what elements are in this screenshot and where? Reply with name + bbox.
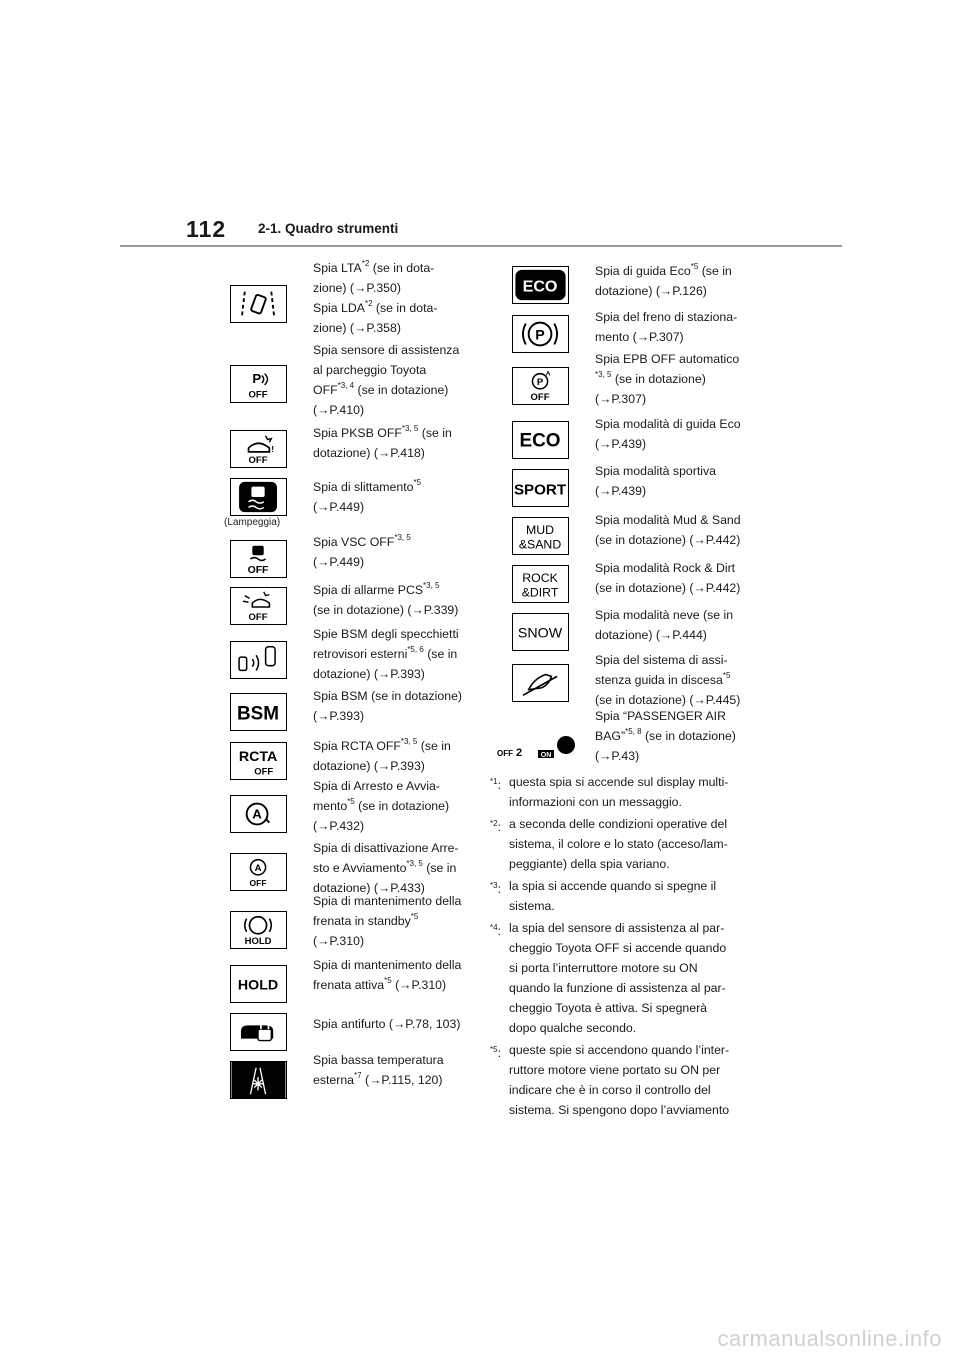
stop-start-icon: [230, 795, 287, 833]
svg-text:P: P: [535, 327, 545, 344]
text-run: Spia BSM (se in dotazione): [313, 689, 463, 703]
footnote-ref: *5: [347, 796, 355, 806]
svg-text:OFF: OFF: [248, 389, 268, 401]
indicator-description: [313, 776, 449, 836]
text-run: Spia del sistema di assi-: [595, 653, 728, 667]
footnote-line: quando la funzione di assistenza al par-: [509, 981, 726, 995]
eco-mode-icon: [512, 421, 569, 459]
svg-text:P: P: [536, 377, 544, 389]
description-line: [313, 955, 461, 975]
description-line: [595, 605, 733, 625]
description-line: [313, 838, 459, 858]
text-run: (se in: [417, 739, 451, 753]
text-run: (→P.449): [313, 555, 365, 569]
footnote-item: [490, 814, 760, 874]
description-line: [595, 510, 741, 530]
footnote-line: dopo qualche secondo.: [509, 1021, 637, 1035]
svg-text:&DIRT: &DIRT: [521, 585, 559, 600]
text-run: Spia di allarme PCS: [313, 583, 424, 597]
footnote-text: [509, 814, 760, 874]
footnote-line: questa spia si accende sul display multi-: [509, 775, 729, 789]
svg-text:&SAND: &SAND: [518, 537, 562, 552]
svg-text:A: A: [254, 863, 262, 875]
description-line: [313, 756, 451, 776]
footnote-line: queste spie si accendono quando l’inter-: [509, 1043, 730, 1057]
text-run: (→P.432): [313, 819, 365, 833]
text-run: Spia modalità Rock & Dirt: [595, 561, 736, 575]
footnote-item: [490, 876, 760, 916]
text-run: esterna: [313, 1073, 355, 1087]
text-run: Spia LTA: [313, 261, 362, 275]
footnote-text: [509, 772, 760, 812]
pksb-off-icon: [230, 430, 287, 468]
description-line: [595, 389, 739, 409]
footnote-marker: $^{*3}$:: [490, 881, 501, 897]
snow-mode-icon: [512, 613, 569, 651]
svg-text:ROCK: ROCK: [522, 571, 558, 586]
text-run: frenata in standby: [313, 914, 411, 928]
text-run: (se in dotazione): [354, 383, 449, 397]
svg-text:A: A: [252, 806, 262, 822]
svg-text:ECO: ECO: [522, 277, 558, 296]
indicator-description: [313, 1050, 444, 1090]
description-line: [595, 261, 732, 281]
epb-off-icon: [512, 367, 569, 405]
svg-text:OFF: OFF: [497, 749, 513, 758]
description-line: [595, 461, 716, 481]
footnote-ref: *3, 5: [394, 532, 411, 542]
footnote-line: la spia del sensore di assistenza al par-: [509, 921, 725, 935]
text-run: frenata attiva: [313, 978, 385, 992]
svg-text:BSM: BSM: [236, 703, 280, 725]
rock-dirt-icon: [512, 565, 569, 603]
text-run: (se in: [423, 647, 458, 661]
indicator-description: [313, 736, 451, 776]
text-run: (→P.307): [595, 392, 647, 406]
description-line: [313, 360, 459, 380]
text-run: Spia modalità di guida Eco: [595, 417, 741, 431]
description-line: [313, 664, 459, 684]
svg-text:RCTA: RCTA: [238, 749, 278, 765]
svg-text:OFF: OFF: [530, 392, 550, 404]
svg-text:HOLD: HOLD: [244, 936, 272, 948]
svg-text:HOLD: HOLD: [237, 977, 279, 994]
text-run: Spia EPB OFF automatico: [595, 352, 740, 366]
eco-drive-icon: [512, 266, 569, 304]
text-run: Spie BSM degli specchietti: [313, 627, 459, 641]
footnote-line: cheggio Toyota è attiva. Si spegnerà: [509, 1001, 708, 1015]
text-run: Spia di disattivazione Arre-: [313, 841, 459, 855]
text-run: Spia sensore di assistenza: [313, 343, 460, 357]
text-run: al parcheggio Toyota: [313, 363, 427, 377]
indicator-description: [313, 891, 461, 951]
description-line: [595, 281, 732, 301]
text-run: Spia RCTA OFF: [313, 739, 401, 753]
description-line: [595, 369, 739, 389]
indicator-description: [313, 955, 461, 995]
text-run: Spia modalità sportiva: [595, 464, 716, 478]
bsm-mirror-icon: [230, 641, 287, 679]
text-run: (se in dotazione): [354, 799, 450, 813]
description-line: [313, 796, 449, 816]
description-line: [313, 931, 461, 951]
svg-text:ON: ON: [540, 752, 552, 759]
text-run: →P.358): [354, 321, 401, 335]
description-line: [595, 307, 737, 327]
text-run: retrovisori esterni: [313, 647, 408, 661]
footnote-line: sistema. Si spengono dopo l’avviamento: [509, 1103, 730, 1117]
svg-text:OFF: OFF: [247, 565, 269, 577]
footnote-ref: *3, 4: [337, 380, 355, 390]
footnote-ref: *3, 5: [595, 369, 612, 379]
brake-hold-icon: [230, 965, 287, 1003]
text-run: (se in dotazione) (→P.442): [595, 581, 741, 595]
footnote-line: indicare che è in corso il controllo del: [509, 1083, 711, 1097]
description-line: [313, 400, 459, 420]
text-run: mento (→P.307): [595, 330, 684, 344]
text-run: (→P.310): [313, 934, 365, 948]
description-line: [313, 340, 459, 360]
lta-icon: [230, 285, 287, 323]
description-line: [313, 258, 437, 278]
footnote-line: peggiante) della spia variano.: [509, 857, 670, 871]
description-line: [595, 414, 741, 434]
description-line: [313, 600, 458, 620]
footnote-line: ruttore motore viene portato su ON per: [509, 1063, 721, 1077]
header-divider: [120, 245, 842, 247]
text-run: Spia VSC OFF: [313, 535, 395, 549]
svg-text:SPORT: SPORT: [513, 481, 567, 499]
description-line: [595, 434, 741, 454]
description-line: [313, 816, 449, 836]
page-number: 112: [186, 216, 227, 242]
description-line: [595, 558, 740, 578]
text-run: stenza guida in discesa: [595, 673, 723, 687]
text-run: (→P.439): [595, 484, 647, 498]
description-line: [313, 736, 451, 756]
security-icon: [230, 1013, 287, 1051]
indicator-description: [313, 838, 459, 898]
rcta-off-icon: [230, 742, 287, 780]
text-run: (→P.439): [595, 437, 647, 451]
text-run: →P.350): [354, 281, 401, 295]
text-run: (se in dotazione) (→P.339): [313, 603, 459, 617]
text-run: Spia LDA: [313, 301, 365, 315]
text-run: Spia “PASSENGER AIR: [595, 709, 726, 723]
description-line: [595, 746, 736, 766]
indicator-description: [313, 686, 462, 726]
brake-hold-standby-icon: [230, 911, 287, 949]
footnote-marker: $^{*4}$:: [490, 923, 501, 939]
footnote-ref: *7: [354, 1070, 362, 1080]
description-line: [313, 497, 421, 517]
downhill-assist-icon: [512, 664, 569, 702]
section-title: 2-1. Quadro strumenti: [258, 221, 399, 236]
indicator-description: [595, 261, 732, 301]
indicator-description: [595, 510, 741, 550]
svg-text:OFF: OFF: [254, 766, 274, 778]
description-line: [313, 278, 437, 298]
text-run: (se in dotazione): [641, 729, 736, 743]
indicator-description: [595, 605, 733, 645]
svg-text:P: P: [252, 371, 262, 387]
text-run: (se in dota-: [369, 261, 435, 275]
text-run: Spia modalità neve (se in: [595, 608, 734, 622]
description-line: [595, 726, 736, 746]
indicator-description: [595, 349, 739, 409]
footnote-text: [509, 876, 760, 916]
description-line: [313, 644, 459, 664]
text-run: (→P.449): [313, 500, 365, 514]
svg-text:2: 2: [516, 747, 523, 759]
description-line: [313, 443, 452, 463]
text-run: zione) (: [313, 321, 355, 335]
indicator-description: [313, 624, 459, 684]
text-run: zione) (: [313, 281, 355, 295]
footnote-line: a seconda delle condizioni operative del: [509, 817, 728, 831]
footnote-text: [509, 1040, 760, 1120]
footnote-item: [490, 772, 760, 812]
indicator-description: [313, 532, 411, 572]
footnote-ref: *3, 5: [406, 858, 423, 868]
footnote-ref: *5: [410, 911, 419, 921]
indicator-description: [313, 258, 437, 338]
vsc-off-icon: [230, 540, 287, 578]
indicator-description: [313, 580, 458, 620]
indicator-description: [595, 558, 740, 598]
description-line: [313, 298, 437, 318]
description-line: [595, 670, 740, 690]
description-line: [595, 481, 716, 501]
text-run: BAG”: [595, 729, 626, 743]
text-run: (se in: [422, 861, 457, 875]
description-line: [595, 650, 740, 670]
indicator-description: [595, 307, 737, 347]
footnote-item: [490, 918, 760, 1038]
low-temp-icon: [230, 1061, 287, 1099]
footnote-line: sistema.: [509, 899, 555, 913]
footnote-ref: *5: [722, 670, 731, 680]
stop-start-off-icon: [230, 853, 287, 891]
indicator-description: [313, 1014, 460, 1034]
pcs-icon: [230, 587, 287, 625]
text-run: mento: [313, 799, 348, 813]
footnote-line: informazioni con un messaggio.: [509, 795, 682, 809]
description-line: [313, 1014, 460, 1034]
footnote-ref: *5, 6: [407, 644, 424, 654]
footnote-ref: *2: [361, 258, 370, 268]
text-run: Spia del freno di staziona-: [595, 310, 738, 324]
footnote-ref: *2: [364, 298, 373, 308]
indicator-description: [313, 340, 459, 420]
text-run: Spia di slittamento: [313, 480, 414, 494]
footnote-text: [509, 918, 760, 1038]
footnote-marker: $^{*1}$:: [490, 777, 501, 793]
description-line: [313, 975, 461, 995]
text-run: (se in dotazione) (→P.445): [595, 693, 741, 707]
parking-brake-icon: [512, 315, 569, 353]
description-line: [313, 686, 462, 706]
text-run: Spia di guida Eco: [595, 264, 691, 278]
description-line: [313, 532, 411, 552]
description-line: [313, 858, 459, 878]
description-line: [595, 530, 741, 550]
description-line: [313, 580, 458, 600]
description-line: [313, 706, 462, 726]
svg-text:MUD: MUD: [526, 523, 555, 538]
text-run: Spia antifurto (→P.78, 103): [313, 1017, 461, 1031]
svg-text:A: A: [545, 370, 551, 378]
text-run: (se in: [698, 264, 732, 278]
text-run: (se in dotazione): [611, 372, 706, 386]
text-run: dotazione) (→P.393): [313, 759, 425, 773]
description-line: [313, 1050, 444, 1070]
description-line: [313, 776, 449, 796]
footnote-line: la spia si accende quando si spegne il: [509, 879, 717, 893]
footnote-ref: *3, 5: [423, 580, 440, 590]
text-run: (se in dotazione) (→P.442): [595, 533, 741, 547]
footnote-line: si porta l’interruttore motore su ON: [509, 961, 698, 975]
footnote-ref: *5: [384, 975, 392, 985]
slip-icon: [230, 478, 287, 516]
description-line: [595, 349, 739, 369]
svg-text:SNOW: SNOW: [517, 625, 563, 642]
icon-sublabel: (Lampeggia): [224, 517, 281, 528]
description-line: [313, 318, 437, 338]
description-line: [313, 911, 461, 931]
svg-text:OFF: OFF: [249, 878, 267, 889]
description-line: [313, 552, 411, 572]
text-run: (→P.410): [313, 403, 365, 417]
description-line: [313, 477, 421, 497]
footnote-line: sistema, il colore e lo stato (acceso/lam-: [509, 837, 728, 851]
indicator-description: [595, 461, 716, 501]
text-run: Spia bassa temperatura: [313, 1053, 444, 1067]
description-line: [313, 624, 459, 644]
watermark: carmanualsonline.info: [717, 1326, 942, 1351]
description-line: [313, 380, 459, 400]
text-run: dotazione) (→P.393): [313, 667, 425, 681]
description-line: [595, 706, 736, 726]
text-run: Spia di mantenimento della: [313, 958, 462, 972]
indicator-description: [595, 414, 741, 454]
description-line: [313, 1070, 444, 1090]
svg-text:!: !: [271, 443, 275, 454]
description-line: [595, 578, 740, 598]
text-run: (→P.310): [391, 978, 447, 992]
footnote-ref: *5: [413, 477, 422, 487]
text-run: (→P.43): [595, 749, 640, 763]
footnote-item: [490, 1040, 760, 1120]
footnote-line: cheggio Toyota OFF si accende quando: [509, 941, 727, 955]
text-run: OFF: [313, 383, 338, 397]
text-run: (se in: [418, 426, 452, 440]
text-run: dotazione) (→P.433): [313, 881, 425, 895]
text-run: Spia modalità Mud & Sand: [595, 513, 741, 527]
footnote-ref: *3, 5: [401, 423, 419, 433]
parking-sensor-off-icon: [230, 365, 287, 403]
sport-mode-icon: [512, 469, 569, 507]
mud-sand-icon: [512, 517, 569, 555]
footnotes: [490, 772, 760, 1122]
description-line: [595, 327, 737, 347]
text-run: Spia PKSB OFF: [313, 426, 402, 440]
bsm-icon: [230, 693, 287, 731]
svg-text:OFF: OFF: [248, 612, 268, 624]
text-run: Spia di mantenimento della: [313, 894, 462, 908]
text-run: Spia di Arresto e Avvia-: [313, 779, 440, 793]
text-run: dotazione) (→P.418): [313, 446, 425, 460]
footnote-ref: *5: [690, 261, 699, 271]
description-line: [313, 891, 461, 911]
text-run: (→P.115, 120): [361, 1073, 443, 1087]
indicator-description: [313, 423, 452, 463]
footnote-marker: $^{*2}$:: [490, 819, 501, 835]
description-line: [595, 625, 733, 645]
text-run: (se in dota-: [372, 301, 438, 315]
footnote-marker: $^{*5}$:: [490, 1045, 501, 1061]
text-run: (→P.393): [313, 709, 365, 723]
text-run: sto e Avviamento: [313, 861, 407, 875]
passenger-airbag-icon: [494, 729, 586, 767]
svg-text:OFF: OFF: [248, 455, 268, 467]
text-run: dotazione) (→P.126): [595, 284, 707, 298]
indicator-description: [595, 706, 736, 766]
footnote-ref: *3, 5: [400, 736, 418, 746]
svg-text:ECO: ECO: [519, 430, 561, 452]
indicator-description: [595, 650, 740, 710]
description-line: [313, 423, 452, 443]
indicator-description: [313, 477, 421, 517]
text-run: dotazione) (→P.444): [595, 628, 707, 642]
footnote-ref: *5, 8: [625, 726, 642, 736]
